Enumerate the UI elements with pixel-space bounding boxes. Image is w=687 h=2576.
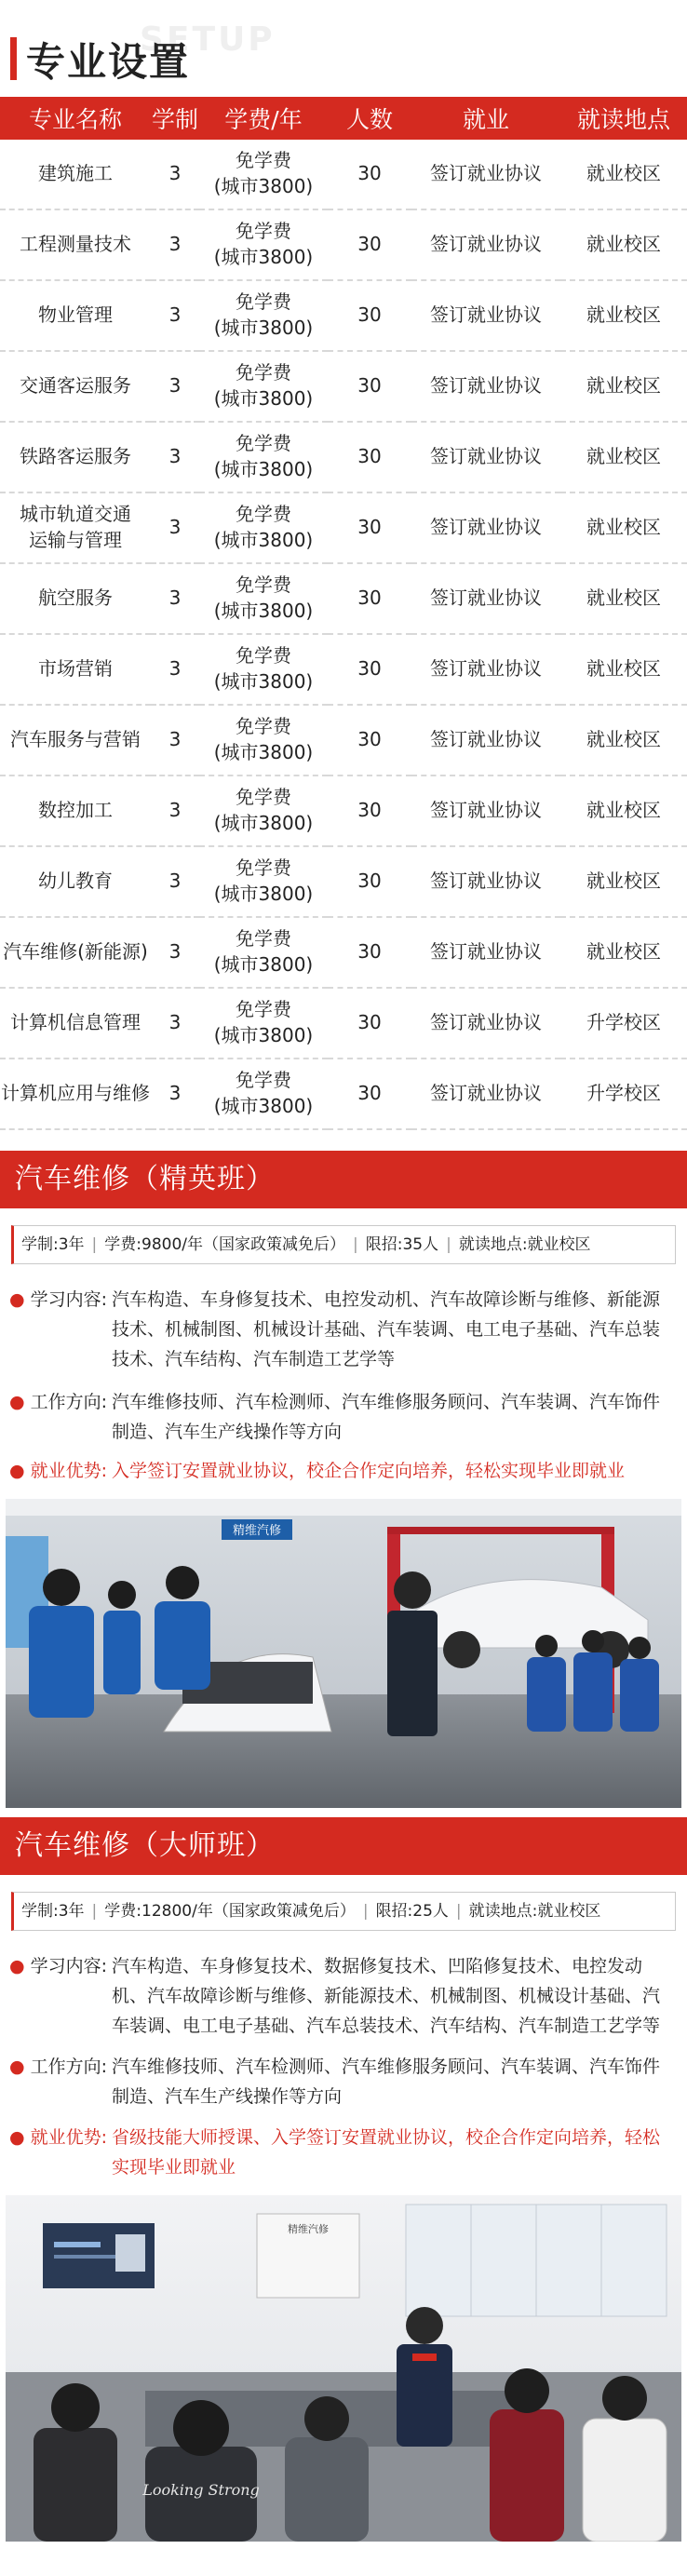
cell-years: 3 xyxy=(151,140,199,209)
cell-fee xyxy=(199,634,328,705)
table-row xyxy=(0,775,687,846)
cell-location: 升学校区 xyxy=(560,1059,687,1129)
cell-major-name xyxy=(0,209,151,280)
fee-line: 免学费 xyxy=(236,786,291,809)
page-title: 专业设置 xyxy=(26,39,191,85)
cell-major-name xyxy=(0,917,151,988)
study-text: 汽车构造、车身修复技术、数据修复技术、凹陷修复技术、电控发动机、汽车故障诊断与维修、新能源技术、机械制图、机械设计基础、汽车装调、电工电子基础、汽车总装技术、汽车结构、汽车制造工艺学等 xyxy=(112,1956,661,2036)
cell-years: 3 xyxy=(151,492,199,563)
info-quota: 限招:25人 xyxy=(375,1902,449,1921)
major-name-line: 城市轨道交通 xyxy=(20,503,131,526)
table-row xyxy=(0,209,687,280)
cell-job: 签订就业协议 xyxy=(411,775,560,846)
table-row xyxy=(0,280,687,351)
employment-advantage xyxy=(9,1456,674,1486)
study-content xyxy=(9,1285,674,1374)
header-watermark: SETUP xyxy=(140,20,276,59)
table-row xyxy=(0,140,687,209)
cell-fee xyxy=(199,775,328,846)
cell-years: 3 xyxy=(151,705,199,775)
adv-label: 就业优势: xyxy=(30,1461,107,1481)
cell-count: 30 xyxy=(328,492,411,563)
cell-fee xyxy=(199,492,328,563)
workshop-sign-text: 精维汽修 xyxy=(232,1524,282,1538)
major-name-line: 计算机信息管理 xyxy=(10,1011,141,1034)
cell-fee xyxy=(199,988,328,1059)
cell-job: 签订就业协议 xyxy=(411,140,560,209)
cell-job: 签订就业协议 xyxy=(411,492,560,563)
hoodie-text: Looking Strong xyxy=(142,2481,260,2499)
cell-count: 30 xyxy=(328,140,411,209)
cell-fee xyxy=(199,140,328,209)
fee-line: (城市3800) xyxy=(213,175,314,197)
program-info-bar: 学制:3年 | 学费:9800/年（国家政策减免后） | 限招:35人 | 就读地点:就业校区 xyxy=(11,1225,676,1264)
table-row xyxy=(0,917,687,988)
classroom-photo-image xyxy=(6,2195,681,2542)
cell-location: 就业校区 xyxy=(560,917,687,988)
fee-line: (城市3800) xyxy=(213,458,314,480)
cell-job: 签订就业协议 xyxy=(411,917,560,988)
cell-years: 3 xyxy=(151,351,199,422)
adv-label: 就业优势: xyxy=(30,2127,107,2148)
table-row xyxy=(0,988,687,1059)
fee-line: (城市3800) xyxy=(213,670,314,693)
cell-location: 就业校区 xyxy=(560,846,687,917)
cell-major-name xyxy=(0,705,151,775)
program-banner: 汽车维修（大师班） xyxy=(0,1817,687,1875)
cell-major-name xyxy=(0,422,151,492)
cell-count: 30 xyxy=(328,1059,411,1129)
cell-location: 就业校区 xyxy=(560,563,687,634)
work-text: 汽车维修技师、汽车检测师、汽车维修服务顾问、汽车装调、汽车饰件制造、汽车生产线操作等方向 xyxy=(112,1392,661,1442)
fee-line: 免学费 xyxy=(236,220,291,243)
table-row xyxy=(0,705,687,775)
work-text: 汽车维修技师、汽车检测师、汽车维修服务顾问、汽车装调、汽车饰件制造、汽车生产线操作等方向 xyxy=(112,2057,661,2107)
fee-line: 免学费 xyxy=(236,503,291,526)
bullet-icon: ● xyxy=(9,1392,25,1412)
fee-line: (城市3800) xyxy=(213,317,314,339)
major-name-line: 交通客运服务 xyxy=(20,374,131,398)
table-row xyxy=(0,1059,687,1129)
cell-location: 就业校区 xyxy=(560,775,687,846)
fee-line: 免学费 xyxy=(236,432,291,455)
cell-location: 就业校区 xyxy=(560,634,687,705)
workshop-photo xyxy=(6,1499,681,1808)
table-row xyxy=(0,846,687,917)
fee-line: 免学费 xyxy=(236,998,291,1021)
cell-fee xyxy=(199,705,328,775)
cell-major-name xyxy=(0,280,151,351)
table-row xyxy=(0,634,687,705)
cell-years: 3 xyxy=(151,280,199,351)
cell-major-name xyxy=(0,634,151,705)
study-content xyxy=(9,1951,674,2041)
cell-major-name xyxy=(0,492,151,563)
fee-line: (城市3800) xyxy=(213,600,314,622)
major-name-line: 市场营销 xyxy=(38,657,113,681)
cell-count: 30 xyxy=(328,775,411,846)
major-name-line: 物业管理 xyxy=(38,303,113,327)
cell-location: 就业校区 xyxy=(560,209,687,280)
cell-fee xyxy=(199,209,328,280)
cell-job: 签订就业协议 xyxy=(411,209,560,280)
info-years: 学制:3年 xyxy=(21,1235,85,1254)
cell-count: 30 xyxy=(328,634,411,705)
major-name-line: 幼儿教育 xyxy=(38,870,113,893)
cell-major-name xyxy=(0,140,151,209)
cell-job: 签订就业协议 xyxy=(411,563,560,634)
fee-line: 免学费 xyxy=(236,290,291,314)
cell-count: 30 xyxy=(328,422,411,492)
section-header xyxy=(0,0,687,97)
cell-location: 就业校区 xyxy=(560,140,687,209)
cell-job: 签订就业协议 xyxy=(411,634,560,705)
cell-major-name xyxy=(0,988,151,1059)
cell-years: 3 xyxy=(151,988,199,1059)
fee-line: (城市3800) xyxy=(213,883,314,905)
cell-job: 签订就业协议 xyxy=(411,351,560,422)
fee-line: 免学费 xyxy=(236,715,291,738)
cell-fee xyxy=(199,1059,328,1129)
cell-fee xyxy=(199,422,328,492)
fee-line: (城市3800) xyxy=(213,246,314,268)
cell-fee xyxy=(199,351,328,422)
bullet-icon: ● xyxy=(9,1956,25,1976)
bullet-icon: ● xyxy=(9,2057,25,2077)
cell-fee xyxy=(199,280,328,351)
fee-line: (城市3800) xyxy=(213,529,314,551)
cell-location: 就业校区 xyxy=(560,492,687,563)
column-header-count: 人数 xyxy=(345,106,393,133)
fee-line: (城市3800) xyxy=(213,1095,314,1117)
cell-location: 就业校区 xyxy=(560,280,687,351)
cell-years: 3 xyxy=(151,917,199,988)
cell-years: 3 xyxy=(151,422,199,492)
table-body xyxy=(0,140,687,1129)
fee-line: 免学费 xyxy=(236,361,291,384)
fee-line: 免学费 xyxy=(236,927,291,951)
major-name-line: 铁路客运服务 xyxy=(20,445,131,468)
program-banner: 汽车维修（精英班） xyxy=(0,1151,687,1208)
major-name-line: 汽车服务与营销 xyxy=(10,728,141,751)
classroom-photo xyxy=(6,2195,681,2542)
adv-text: 省级技能大师授课、入学签订安置就业协议，校企合作定向培养，轻松实现毕业即就业 xyxy=(112,2127,661,2178)
study-label: 学习内容: xyxy=(30,1956,107,1976)
major-name-line: 计算机应用与维修 xyxy=(1,1082,150,1105)
classroom-screen-label: 精维汽修 xyxy=(288,2223,329,2235)
adv-text: 入学签订安置就业协议，校企合作定向培养，轻松实现毕业即就业 xyxy=(112,1461,626,1481)
cell-location: 就业校区 xyxy=(560,351,687,422)
fee-line: 免学费 xyxy=(236,573,291,597)
cell-major-name xyxy=(0,563,151,634)
table-row xyxy=(0,351,687,422)
cell-count: 30 xyxy=(328,563,411,634)
table-row xyxy=(0,422,687,492)
cell-major-name xyxy=(0,775,151,846)
major-name-line: 汽车维修(新能源) xyxy=(3,940,148,964)
cell-job: 签订就业协议 xyxy=(411,846,560,917)
info-quota: 限招:35人 xyxy=(365,1235,439,1254)
study-label: 学习内容: xyxy=(30,1289,107,1310)
cell-fee xyxy=(199,563,328,634)
cell-fee xyxy=(199,846,328,917)
bullet-icon: ● xyxy=(9,1461,25,1481)
major-name-line: 运输与管理 xyxy=(29,529,122,551)
major-name-line: 航空服务 xyxy=(38,587,113,610)
cell-job: 签订就业协议 xyxy=(411,1059,560,1129)
cell-years: 3 xyxy=(151,846,199,917)
fee-line: 免学费 xyxy=(236,644,291,668)
cell-count: 30 xyxy=(328,988,411,1059)
cell-years: 3 xyxy=(151,634,199,705)
employment-advantage xyxy=(9,2123,674,2182)
cell-count: 30 xyxy=(328,351,411,422)
cell-years: 3 xyxy=(151,563,199,634)
work-direction xyxy=(9,1387,674,1447)
column-header-years: 学制 xyxy=(151,106,198,133)
bullet-icon: ● xyxy=(9,2127,25,2148)
column-header-job: 就业 xyxy=(462,106,509,133)
majors-table xyxy=(0,97,687,1130)
cell-years: 3 xyxy=(151,209,199,280)
cell-location: 就业校区 xyxy=(560,422,687,492)
cell-count: 30 xyxy=(328,846,411,917)
cell-job: 签订就业协议 xyxy=(411,422,560,492)
study-text: 汽车构造、车身修复技术、电控发动机、汽车故障诊断与维修、新能源技术、机械制图、机械设计基础、汽车装调、电工电子基础、汽车总装技术、汽车结构、汽车制造工艺学等 xyxy=(112,1289,661,1369)
fee-line: (城市3800) xyxy=(213,387,314,410)
header-accent-bar xyxy=(10,37,17,80)
major-name-line: 建筑施工 xyxy=(38,162,113,185)
column-header-fee: 学费/年 xyxy=(224,106,303,133)
cell-count: 30 xyxy=(328,917,411,988)
cell-major-name xyxy=(0,846,151,917)
major-name-line: 工程测量技术 xyxy=(20,233,131,256)
cell-job: 签订就业协议 xyxy=(411,705,560,775)
cell-fee xyxy=(199,917,328,988)
info-years: 学制:3年 xyxy=(21,1902,85,1921)
major-name-line: 数控加工 xyxy=(38,799,113,822)
program-info-bar: 学制:3年 | 学费:12800/年（国家政策减免后） | 限招:25人 | 就读地点:就业校区 xyxy=(11,1892,676,1931)
info-location: 就读地点:就业校区 xyxy=(458,1235,591,1254)
bullet-icon: ● xyxy=(9,1289,25,1310)
column-header-name: 专业名称 xyxy=(28,106,122,133)
fee-line: 免学费 xyxy=(236,856,291,880)
cell-count: 30 xyxy=(328,280,411,351)
cell-job: 签订就业协议 xyxy=(411,280,560,351)
fee-line: (城市3800) xyxy=(213,812,314,834)
fee-line: (城市3800) xyxy=(213,1024,314,1046)
cell-location: 升学校区 xyxy=(560,988,687,1059)
cell-major-name xyxy=(0,351,151,422)
fee-line: (城市3800) xyxy=(213,953,314,976)
work-label: 工作方向: xyxy=(30,2057,107,2077)
cell-years: 3 xyxy=(151,775,199,846)
cell-major-name xyxy=(0,1059,151,1129)
cell-job: 签订就业协议 xyxy=(411,988,560,1059)
info-fee: 学费:12800/年（国家政策减免后） xyxy=(104,1902,356,1921)
work-direction xyxy=(9,2052,674,2111)
column-header-location: 就读地点 xyxy=(576,106,670,133)
table-row xyxy=(0,563,687,634)
fee-line: 免学费 xyxy=(236,1069,291,1092)
program-master xyxy=(0,1817,687,2542)
cell-count: 30 xyxy=(328,209,411,280)
info-fee: 学费:9800/年（国家政策减免后） xyxy=(104,1235,345,1254)
table-header-row xyxy=(0,97,687,140)
cell-count: 30 xyxy=(328,705,411,775)
info-location: 就读地点:就业校区 xyxy=(468,1902,601,1921)
work-label: 工作方向: xyxy=(30,1392,107,1412)
table-row xyxy=(0,492,687,563)
cell-years: 3 xyxy=(151,1059,199,1129)
workshop-photo-image xyxy=(6,1499,681,1808)
fee-line: 免学费 xyxy=(236,149,291,172)
cell-location: 就业校区 xyxy=(560,705,687,775)
program-elite xyxy=(0,1151,687,1808)
fee-line: (城市3800) xyxy=(213,741,314,763)
